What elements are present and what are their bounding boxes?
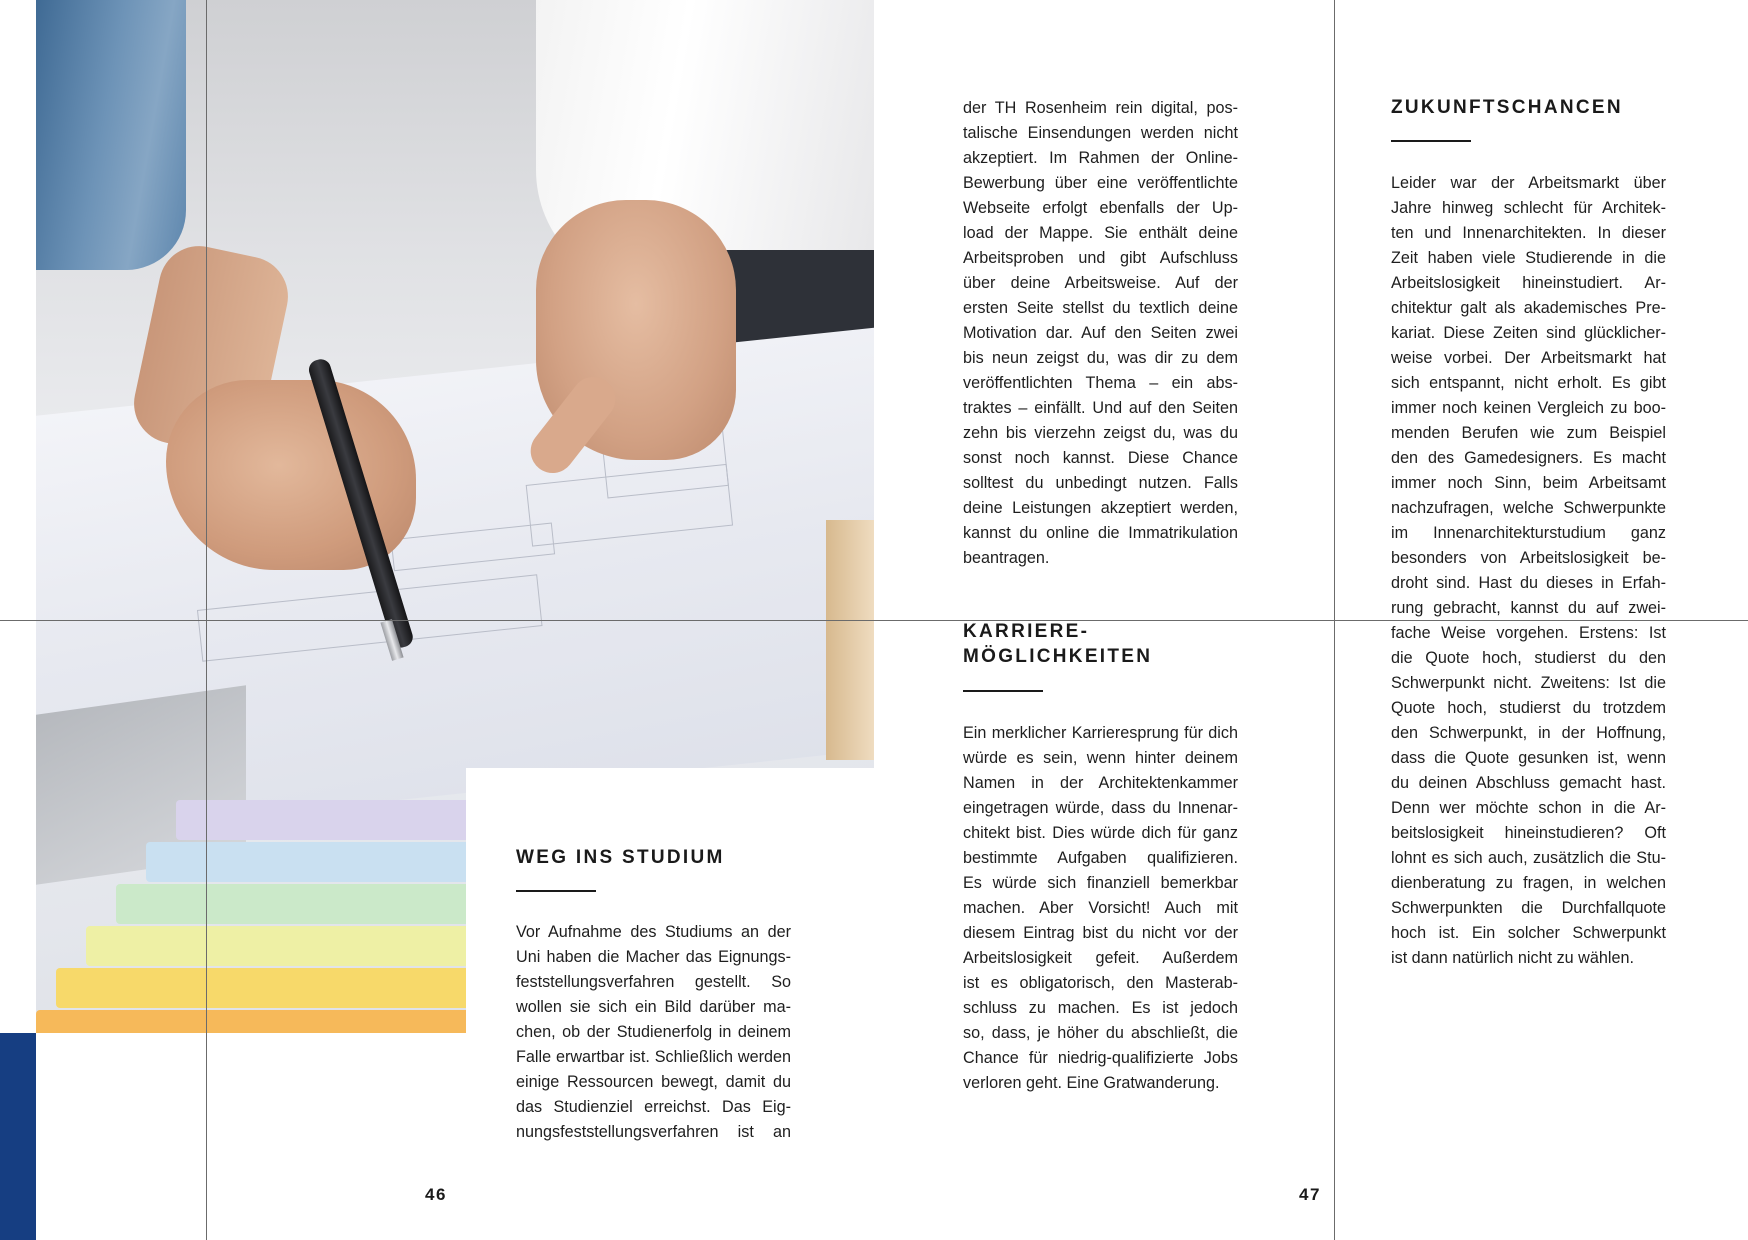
heading-rule xyxy=(963,690,1043,692)
heading-weg-ins-studium: WEG INS STUDIUM xyxy=(516,847,725,868)
text-weg-ins-studium: Vor Aufnahme des Studiums an der Uni haben die Macher das Eignungs- feststellungsverfahren gestellt. So wollen sie sich ein Bild darüber ma- chen, ob der Studienerfolg in deinem Falle erwartbar ist. Schließlich werden einige Ressourcen bewegt, damit du das Studienziel erreichst. Das Eig- nungsfeststellungsverfahren ist an xyxy=(516,923,791,1141)
photo-blue-sleeve xyxy=(36,0,186,270)
heading-rule xyxy=(516,890,596,892)
text-continued: der TH Rosenheim rein digital, pos- talische Einsendungen werden nicht akzeptiert. Im Rahmen der Online- Bewerbung über eine veröffentlichte Webseite erfolgt ebenfalls der Up- load der Mappe. Sie enthält deine Arbeitsproben und gibt Aufschluss über deine Arbeitsweise. Auf der ersten Seite stellst du textlich deine Motivation dar. Auf den Seiten zwei bis neun zeigst du, was dir zu dem veröffentlichten Thema – ein abs- traktes – einfällt. Und auf den Seiten zehn bis vierzehn zeigst du, was du sonst noch kannst. Diese Chance solltest du unbedingt nutzen. Falls deine Leistungen akzeptiert werden, kannst du online die Immatrikulation beantragen. xyxy=(963,99,1238,567)
accent-bar xyxy=(0,1033,36,1240)
text-karrieremoeglichkeiten: Ein merklicher Karrieresprung für dich würde es sein, wenn hinter deinem Namen in der Architektenkammer eingetragen würde, dass du Innenar- chitekt bist. Dies würde dich für ganz bestimmte Aufgaben qualifizieren. Es würde sich finanziell bemerkbar machen. Aber Vorsicht! Auch mit diesem Eintrag bist du nicht vor der Arbeitslosigkeit gefeit. Außerdem ist es obligatorisch, den Masterab- schluss zu machen. Es ist jedoch so, dass, je höher du abschließt, die Chance für niedrig-qualifizierte Jobs verloren geht. Eine Gratwanderung. xyxy=(963,724,1238,1092)
architecture-photo xyxy=(36,0,874,1033)
page-number-left: 46 xyxy=(425,1185,447,1204)
heading-karrieremoeglichkeiten: KARRIERE- MÖGLICHKEITEN xyxy=(963,621,1153,667)
heading-zukunftschancen: ZUKUNFTSCHANCEN xyxy=(1391,97,1623,118)
text-zukunftschancen: Leider war der Arbeitsmarkt über Jahre hinweg schlecht für Architek- ten und Innenarchitekten. In dieser Zeit haben viele Studierende in die Arbeitslosigkeit hineinstudiert. Ar- chitektur galt als akademisches Pre- kariat. Diese Zeiten sind glücklicher- weise vorbei. Der Arbeitsmarkt hat sich entspannt, nicht erholt. Es gibt immer noch keinen Vergleich zu boo- menden Berufen wie zum Beispiel den des Gamedesigners. Es macht immer noch Sinn, beim Arbeitsamt nachzufragen, welche Schwerpunkte im Innenarchitekturstudium ganz besonders von Arbeitslosigkeit be- droht sind. Hast du dieses in Erfah- rung gebracht, kannst du auf zwei- fache Weise vorgehen. Erstens: Ist die Quote hoch, studierst du den Schwerpunkt nicht. Zweitens: Ist die Quote hoch, studierst du trotzdem den Schwerpunkt, in der Hoffnung, dass die Quote gesunken ist, wenn du deinen Abschluss gemacht hast. Denn wer möchte schon in die Ar- beitslosigkeit hineinstudieren? Oft lohnt es sich auch, zusätzlich die Stu- dienberatung zu fragen, in welchen Schwerpunkten die Durchfallquote hoch ist. Ein solcher Schwerpunkt ist dann natürlich nicht zu wählen. xyxy=(1391,174,1666,967)
photo-wood-model xyxy=(826,520,874,760)
page-number-right: 47 xyxy=(1299,1185,1321,1204)
color-swatches xyxy=(36,760,506,1033)
heading-rule xyxy=(1391,140,1471,142)
